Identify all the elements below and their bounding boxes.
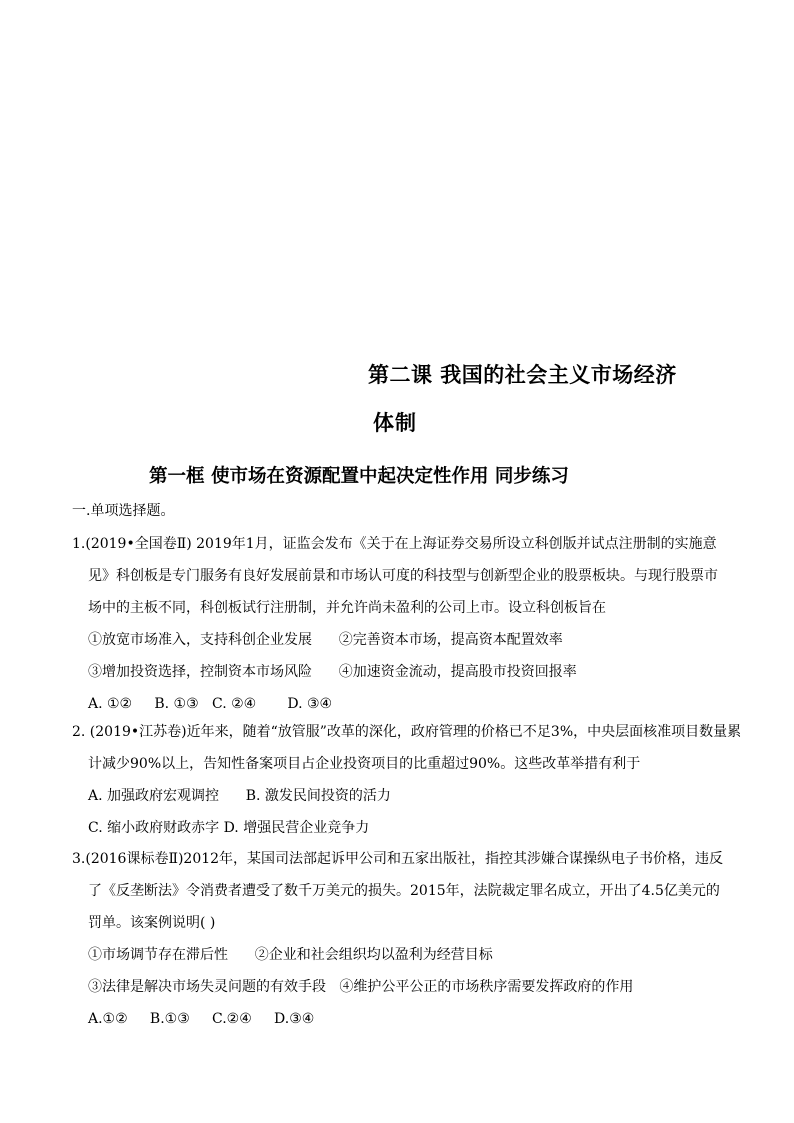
section-title: 第一框 使市场在资源配置中起决定性作用 同步练习 [149,466,569,487]
question-stem-line: 见》科创板是专门服务有良好发展前景和市场认可度的科技型与创新型企业的股票板块。与现行股票市 [88,568,718,584]
question-2 [72,716,742,844]
answer-choices: A. ①② B. ①③ C. ②④ D. ③④ [88,696,333,712]
lesson-title-continued: 体制 [373,411,417,435]
answer-choices: C. 缩小政府财政赤字 D. 增强民营企业竞争力 [88,820,370,836]
question-stem-line: 罚单。该案例说明( ) [88,915,216,931]
question-option-line: ①放宽市场准入，支持科创企业发展 ②完善资本市场，提高资本配置效率 [88,632,563,648]
question-3 [72,843,732,1035]
question-stem-line: 场中的主板不同，科创板试行注册制，并允许尚未盈利的公司上市。设立科创板旨在 [88,600,606,616]
answer-choices: A.①② B.①③ C.②④ D.③④ [88,1011,315,1027]
question-option-line: ③法律是解决市场失灵问题的有效手段 ④维护公平公正的市场秩序需要发挥政府的作用 [88,979,634,995]
question-stem-line: 2. (2019•江苏卷)近年来，随着“放管服”改革的深化，政府管理的价格已不足3%，中央层面核准项目数量累 [72,724,742,740]
question-type-label: 一.单项选择题。 [72,503,175,519]
answer-choices: A. 加强政府宏观调控 B. 激发民间投资的活力 [88,788,391,804]
question-1 [72,528,732,720]
question-option-line: ③增加投资选择，控制资本市场风险 ④加速资金流动，提高股市投资回报率 [88,664,577,680]
lesson-title: 第二课 我国的社会主义市场经济 [368,363,677,387]
question-stem-line: 了《反垄断法》令消费者遭受了数千万美元的损失。2015年，法院裁定罪名成立，开出了4.5亿美元的 [88,883,720,899]
question-stem-line: 计减少90%以上，告知性备案项目占企业投资项目的比重超过90%。这些改革举措有利于 [88,756,641,772]
question-stem-line: 3.(2016课标卷Ⅱ)2012年，某国司法部起诉甲公司和五家出版社，指控其涉嫌合谋操纵电子书价格，违反 [72,851,724,867]
question-option-line: ①市场调节存在滞后性 ②企业和社会组织均以盈利为经营目标 [88,947,493,963]
question-stem-line: 1.(2019•全国卷Ⅱ) 2019年1月，证监会发布《关于在上海证券交易所设立科创版并试点注册制的实施意 [72,536,717,552]
